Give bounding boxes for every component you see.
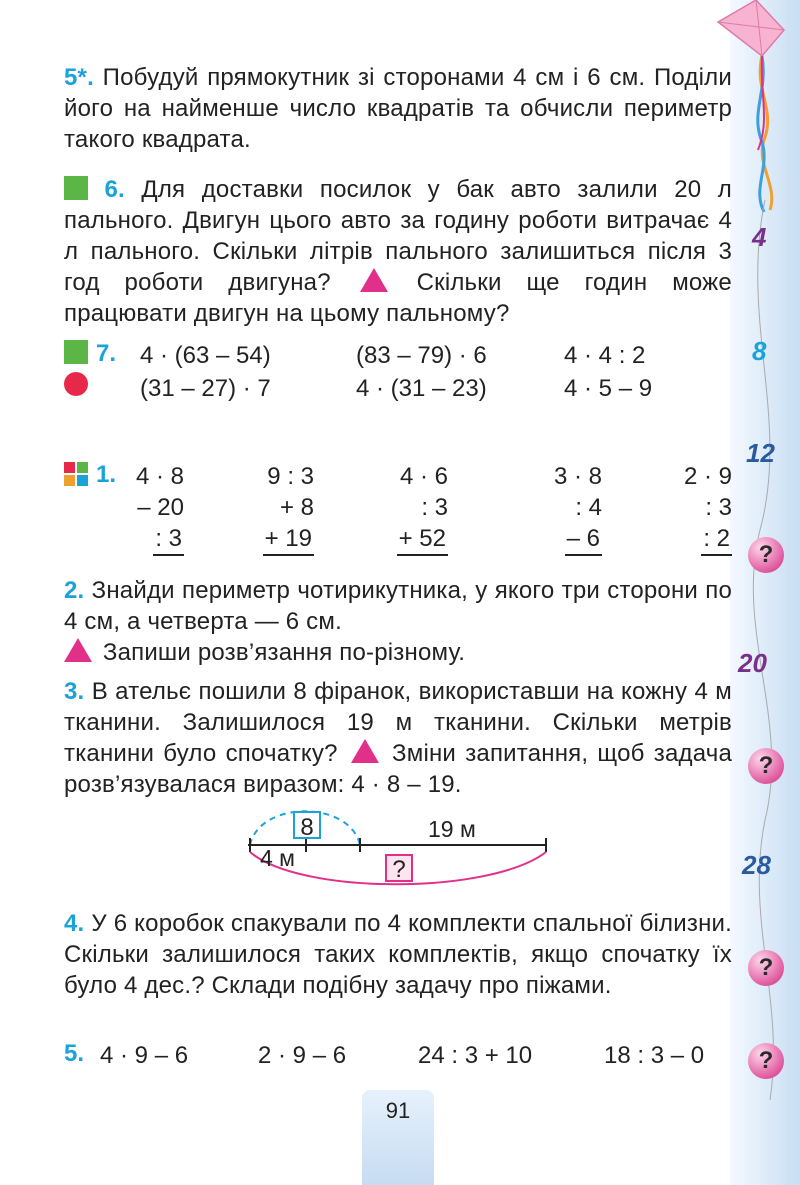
chain-step: + 19	[263, 523, 314, 556]
diagram-question: ?	[392, 856, 406, 883]
task-6	[64, 174, 732, 329]
expression: 18 : 3 – 0	[604, 1042, 705, 1069]
red-circle-icon	[64, 372, 88, 396]
chain-step: : 3	[705, 494, 732, 521]
expression: 4 · 5 – 9	[564, 375, 653, 402]
expression: 4 · (31 – 23)	[356, 375, 487, 402]
task-text: Для доставки посилок у бак авто залили 20 л пального. Двигун цього авто за годину роботи витрачає 4 л пального. Скільки літрів пального залишиться після 3 год роботи двигуна?	[64, 176, 732, 296]
task-number: 7.	[96, 340, 117, 367]
expression: (83 – 79) · 6	[356, 342, 487, 369]
sidebar-number: 28	[742, 850, 771, 880]
green-square-icon	[64, 340, 88, 364]
task-3	[64, 676, 732, 800]
chain-step: 2 · 9	[683, 463, 732, 490]
task-number: 6.	[104, 176, 125, 203]
chain-step: : 2	[701, 523, 732, 556]
green-square-icon	[64, 176, 88, 200]
chain-column	[130, 461, 184, 556]
color-grid-icon	[64, 462, 88, 486]
task-text: У 6 коробок спакували по 4 комплекти спальної білизни. Скільки залишилося таких комплектів, якщо спочатку їх було 4 дес.? Склади подібну задачу про піжами.	[64, 910, 732, 999]
triangle-icon	[351, 739, 379, 763]
chain-step: 3 · 8	[553, 463, 602, 490]
diagram-right-label: 19 м	[428, 816, 476, 842]
task-extra-text: Запиши розв’язання по-різному.	[102, 639, 466, 666]
expression: 4 · 9 – 6	[100, 1042, 189, 1069]
page-number: 91	[385, 1098, 411, 1123]
task-number: 3.	[64, 678, 85, 705]
chain-step: + 52	[397, 523, 448, 556]
expression: (31 – 27) · 7	[140, 375, 271, 402]
chain-step: 9 : 3	[267, 463, 314, 490]
chain-step: : 3	[153, 523, 184, 556]
chain-column	[674, 461, 732, 556]
task-2-extra	[64, 637, 732, 668]
task-extra-text: Зміни запитання, щоб задача розв’язувалася виразом: 4 · 8 – 19.	[64, 740, 732, 798]
diagram-box-label: 8	[300, 814, 314, 841]
chain-step: – 20	[137, 494, 184, 521]
expression: 24 : 3 + 10	[418, 1042, 533, 1069]
sidebar-number: 20	[738, 648, 767, 678]
task-2	[64, 575, 732, 637]
chain-step: – 6	[565, 523, 602, 556]
chain-column	[546, 461, 602, 556]
sidebar-number: 4	[752, 222, 767, 252]
task-extra-text: Скільки ще годин може працювати двигун на цьому пальному?	[64, 269, 732, 327]
chain-step: 4 · 8	[135, 463, 184, 490]
sidebar-number: 12	[746, 438, 775, 468]
diagram-left-label: 4 м	[260, 845, 295, 871]
expression: 4 · (63 – 54)	[140, 342, 271, 369]
sidebar-number: 8	[752, 336, 767, 366]
task-number: 4.	[64, 910, 85, 937]
expression: 2 · 9 – 6	[258, 1042, 347, 1069]
task-text: Побудуй прямокутник зі сторонами 4 см і 6 см. Поділи його на найменше число квадратів та обчисли периметр такого квадрата.	[64, 64, 732, 153]
task-text: Знайди периметр чотирикутника, у якого три сторони по 4 см, а четверта — 6 см.	[64, 577, 732, 635]
question-icon: ?	[748, 1043, 784, 1079]
chain-step: 4 · 6	[399, 463, 448, 490]
triangle-icon	[360, 268, 388, 292]
task-number: 5.	[64, 1040, 85, 1067]
triangle-icon	[64, 638, 92, 662]
task-5-star	[64, 62, 732, 155]
task-number: 2.	[64, 577, 85, 604]
task-4	[64, 908, 732, 1001]
task-number: 1.	[96, 461, 117, 488]
chain-step: : 4	[575, 494, 602, 521]
chain-column	[392, 461, 448, 556]
expression: 4 · 4 : 2	[564, 342, 646, 369]
chain-step: : 3	[421, 494, 448, 521]
task-number: 5*.	[64, 64, 94, 91]
chain-column	[256, 461, 314, 556]
question-icon: ?	[748, 748, 784, 784]
chain-step: + 8	[279, 494, 314, 521]
question-icon: ?	[748, 537, 784, 573]
task-text: В ательє пошили 8 фіранок, використавши на кожну 4 м тканини. Залишилося 19 м тканини. Скільки метрів тканини було спочатку?	[64, 678, 733, 767]
question-icon: ?	[748, 950, 784, 986]
